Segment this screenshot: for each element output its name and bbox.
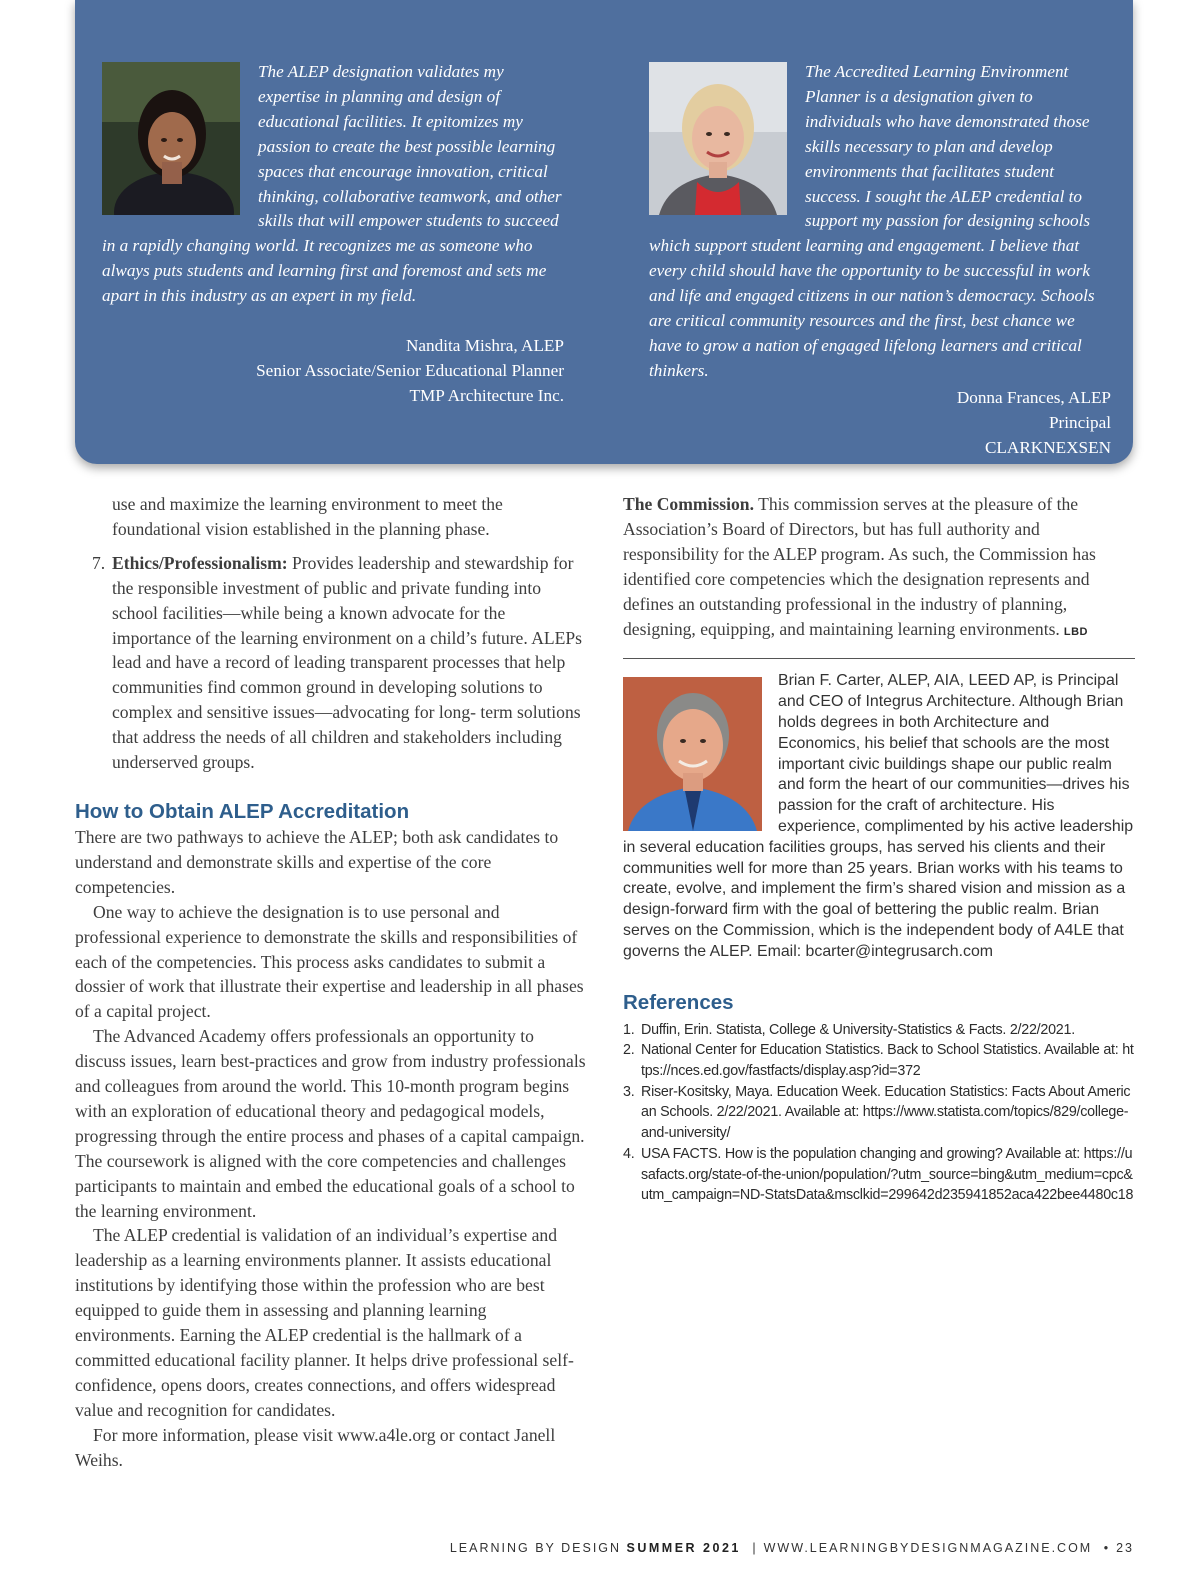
list-item-label: Ethics/Professionalism: [112,552,288,573]
reference-text: Duffin, Erin. Statista, College & University-Statistics & Facts. 2/22/2021. [641,1021,1075,1038]
list-item-number: 7. [92,552,106,573]
portrait-nandita-mishra [102,62,240,215]
paragraph-pathways: There are two pathways to achieve the ALEP; both ask candidates to understand and demonstrate skills and expertise of the core competencies. [75,826,559,897]
testimonial-left-attribution [102,334,564,409]
testimonial-left [102,60,564,409]
reference-item [623,1020,1135,1041]
section-heading-alep-accreditation: How to Obtain ALEP Accreditation [75,799,410,823]
paragraph-commission [623,492,1135,644]
reference-text: Riser-Kositsky, Maya. Education Week. Education Statistics: Facts About American Schools. 2/22/2021. Available at: https://www.statista.com/topics/829/college-and-university/ [641,1083,1131,1142]
paragraph-more-information: For more information, please visit www.a4le.org or contact Janell Weihs. [75,1424,556,1470]
author-bio-text: Brian F. Carter, ALEP, AIA, LEED AP, is Principal and CEO of Integrus Architecture. Although Brian holds degrees in both Architecture and Economics, his belief that schools are the most important civic buildings shape our public realm and form the heart of our communities—drives his passion for the craft of architecture. His experience, complimented by his active leadership in several education facilities groups, has served his clients and their communities well for more than 25 years. Brian works with his teams to create, evolve, and implement the firm’s shared vision and mission as a design-forward firm with the goal of bettering the public realm. Brian serves on the Commission, which is the independent body of A4LE that governs the ALEP. Email: bcarter@integrusarch.com [623,672,1134,960]
reference-text: USA FACTS. How is the population changing and growing? Available at: https://usafacts.org/state-of-the-union/population/?utm_source=bing&utm_medium=cpc&utm_campaign=ND-StatsData&msclkid=299642d235941852aca422bee4480c18 [641,1145,1134,1204]
list-item-text: Provides leadership and stewardship for the responsible investment of public and private funding into school facilities—while being a known advocate for the importance of the learning environment on a child’s future. ALEPs lead and have a record of leading transparent processes that help communities find common ground in developing solutions to complex and sensitive issues—advocating for long- term solutions that address the needs of all children and stakeholders including underserved groups. [112,552,583,773]
paragraph-credential-validation: The ALEP credential is validation of an individual’s expertise and leadership as a learning environments planner. It assists educational institutions by identifying those within the profession who are best equipped to guide them in assessing and planning learning environments. Earning the ALEP credential is the hallmark of a committed educational facility planner. It helps drive professional self-confidence, opens doors, creates connections, and offers widespread value and recognition for candidates. [75,1225,574,1420]
portrait-brian-carter [623,677,762,831]
reference-number: 4. [623,1145,635,1162]
page-number: 23 [1116,1541,1134,1555]
reference-number: 1. [623,1021,635,1038]
testimonial-right-text: The Accredited Learning Environment Planner is a designation given to individuals who have demonstrated those skills necessary to plan and develop environments that facilitates student success. I sought the ALEP credential to support my passion for designing schools which support student learning and engagement. I believe that every child should have the opportunity to be successful in work and life and engaged citizens in our nation’s democracy. Schools are critical community resources and the first, best chance we have to grow a nation of engaged lifelong learners and critical thinkers. [649,62,1095,380]
reference-item [623,1040,1135,1081]
divider [623,658,1135,659]
reference-number: 2. [623,1042,635,1059]
references-heading: References [623,990,734,1014]
list-item-ethics [75,551,587,775]
testimonial-left-company: TMP Architecture Inc. [409,385,564,405]
testimonial-right-title: Principal [1048,412,1111,432]
testimonial-left-text: The ALEP designation validates my expertise in planning and design of educational facilities. It epitomizes my passion to create the best possible learning spaces that encourage innovation, critical thinking, collaborative teamwork, and other skills that will empower students to succeed in a rapidly changing world. It recognizes me as someone who always puts students and learning first and foremost and sets me apart in this industry as an expert in my field. [102,62,562,306]
footer-website: WWW.LEARNINGBYDESIGNMAGAZINE.COM [763,1541,1093,1555]
testimonial-right [649,60,1111,461]
footer-separator: | [752,1541,758,1555]
testimonial-right-name: Donna Frances, ALEP [956,387,1111,407]
paragraph-personal-experience: One way to achieve the designation is to use personal and professional experience to demonstrate the skills and responsibilities of each of the competencies. This process asks candidates to submit a dossier of work that illustrate their expertise and leadership in all phases of a capital project. [75,901,584,1022]
portrait-donna-frances [649,62,787,215]
right-column [623,492,1135,1206]
testimonial-right-company: CLARKNEXSEN [984,437,1111,457]
commission-text: This commission serves at the pleasure of the Association’s Board of Directors, but has full authority and responsibility for the ALEP program. As such, the Commission has identified core competencies which the designation represents and defines an outstanding professional in the industry of planning, designing, equipping, and maintaining learning environments. [623,494,1096,639]
end-mark: LBD [1063,625,1088,638]
reference-text: National Center for Education Statistics. Back to School Statistics. Available at: https://nces.ed.gov/fastfacts/display.asp?id=372 [641,1042,1134,1079]
testimonial-right-attribution [649,386,1111,461]
footer-issue: SUMMER 2021 [626,1541,741,1555]
left-column [75,492,587,1473]
author-bio [623,671,1135,962]
footer-magazine: LEARNING BY DESIGN [449,1541,622,1555]
testimonial-left-name: Nandita Mishra, ALEP [405,336,564,356]
reference-item [623,1082,1135,1144]
footer-bullet: • [1103,1541,1111,1555]
paragraph-advanced-academy: The Advanced Academy offers professionals an opportunity to discuss issues, learn best-practices and grow from industry professionals and colleagues from around the world. This 10-month program begins with an exploration of educational theory and pedagogical models, progressing through the entire process and phases of a capital campaign. The coursework is aligned with the core competencies and challenges participants to maintain and embed the educational goals of a school to the learning environment. [75,1026,586,1221]
reference-number: 3. [623,1083,635,1100]
commission-label: The Commission. [623,494,754,514]
reference-item [623,1144,1135,1206]
continued-list-text: use and maximize the learning environment to meet the foundational vision established in the planning phase. [112,494,503,539]
references-list [623,1020,1135,1206]
testimonial-left-title: Senior Associate/Senior Educational Planner [256,360,564,380]
page-footer [450,1541,1134,1555]
